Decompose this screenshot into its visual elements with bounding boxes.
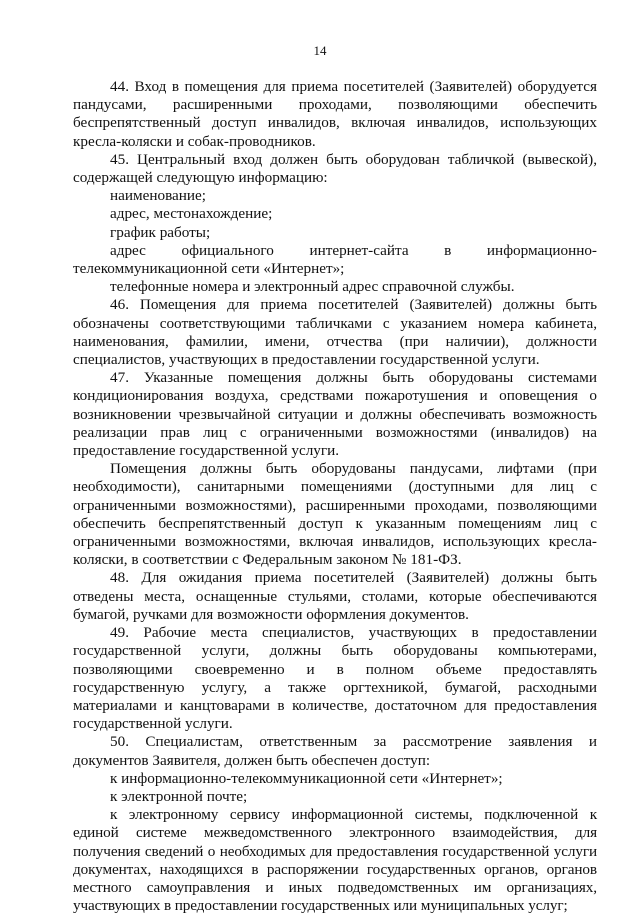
paragraph-50-email: к электронной почте;	[110, 787, 248, 805]
paragraph-48: 48. Для ожидания приема посетителей (Заявителей) должны быть отведены места, оснащенные стульями, столами, которые обеспечиваются бумагой, ручками для возможности оформления документов.	[73, 569, 597, 623]
paragraph-46: 46. Помещения для приема посетителей (Заявителей) должны быть обозначены соответствующими табличками с указанием номера кабинета, наименования, фамилии, имени, отчества (при наличии), должности специалистов, участвующих в предоставлении государственной услуги.	[73, 296, 597, 369]
paragraph-45-site: адрес официального интернет-сайта в информационно-телекоммуникационной сети «Интернет»;	[73, 241, 597, 278]
paragraph-45-name: наименование;	[110, 187, 206, 205]
paragraph-50: 50. Специалистам, ответственным за рассмотрение заявления и документов Заявителя, должен быть обеспечен доступ:	[73, 733, 597, 769]
paragraph-45-address: адрес, местонахождение;	[110, 205, 273, 223]
paragraph-50-service: к электронному сервису информационной системы, подключенной к единой системе межведомственного электронного взаимодействия, для получения сведений о необходимых для предоставления государственной услуги документах, находящихся в распоряжении государственных органов, органов местного самоуправления и иных подведомственных им организациях, участвующих в предоставлении государственных или муниципальных услуг;	[73, 806, 597, 915]
paragraph-44: 44. Вход в помещения для приема посетителей (Заявителей) оборудуется пандусами, расширенными проходами, позволяющими обеспечить беспрепятственный доступ инвалидов, включая инвалидов, использующих кресла-коляски и собак-проводников.	[73, 78, 597, 150]
paragraph-50-internet: к информационно-телекоммуникационной сети «Интернет»;	[110, 769, 503, 787]
paragraph-47: 47. Указанные помещения должны быть оборудованы системами кондиционирования воздуха, средствами пожаротушения и оповещения о возникновении чрезвычайной ситуации и должны обеспечивать возможность реализации прав лиц с ограниченными возможностями (инвалидов) на предоставление государственной услуги.	[73, 369, 597, 460]
paragraph-45: 45. Центральный вход должен быть оборудован табличкой (вывеской), содержащей следующую информацию:	[73, 150, 597, 187]
paragraph-45-phones: телефонные номера и электронный адрес справочной службы.	[110, 278, 515, 296]
page-number: 14	[313, 43, 327, 58]
paragraph-47-b: Помещения должны быть оборудованы пандусами, лифтами (при необходимости), санитарными помещениями (доступными для лиц с ограниченными возможностями), расширенными проходами, позволяющими обеспечить беспрепятственный доступ к указанным помещениям лиц с ограниченными возможностями, включая инвалидов, использующих кресла-коляски, в соответствии с Федеральным законом № 181-ФЗ.	[73, 460, 597, 569]
paragraph-45-schedule: график работы;	[110, 223, 211, 241]
document-body	[73, 78, 597, 915]
paragraph-49: 49. Рабочие места специалистов, участвующих в предоставлении государственной услуги, должны быть оборудованы компьютерами, позволяющими своевременно и в полном объеме предоставлять государственную услугу, а также оргтехникой, бумагой, расходными материалами и канцтоварами в количестве, достаточном для предоставления государственной услуги.	[73, 624, 597, 733]
